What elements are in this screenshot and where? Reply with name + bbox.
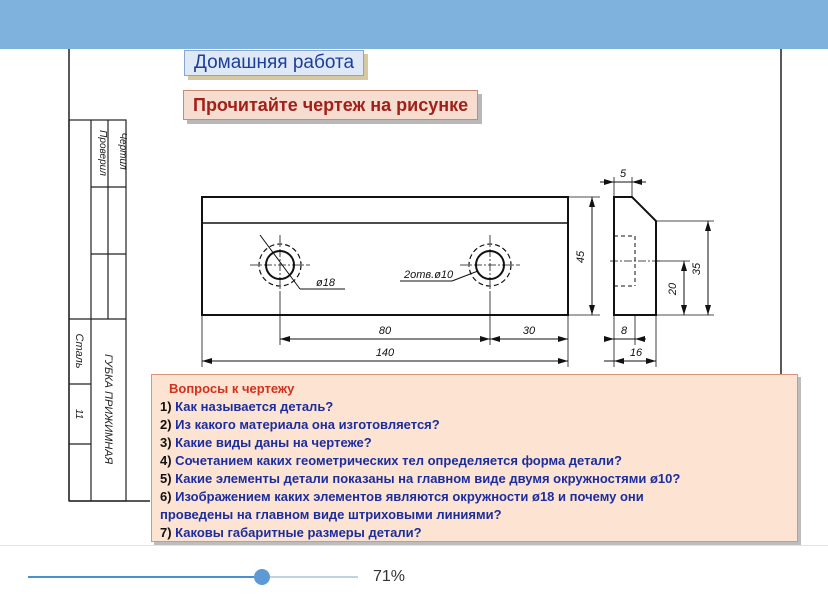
question-item: 5) Какие элементы детали показаны на главном виде двумя окружностями ø10? bbox=[160, 471, 681, 486]
zoom-value: 71% bbox=[373, 568, 406, 585]
front-view bbox=[202, 197, 600, 367]
zoom-slider-track[interactable] bbox=[28, 576, 358, 578]
slide-canvas bbox=[0, 49, 828, 545]
zoom-bar bbox=[0, 545, 828, 600]
question-item: 1) Как называется деталь? bbox=[160, 399, 334, 414]
title-chertil: Чертил bbox=[117, 132, 128, 170]
questions-title: Вопросы к чертежу bbox=[169, 381, 295, 396]
title-material: Сталь bbox=[73, 333, 85, 369]
dim-16: 16 bbox=[629, 347, 643, 359]
dim-35: 35 bbox=[691, 262, 703, 276]
questions-box bbox=[151, 374, 798, 542]
home-work-label: Домашняя работа bbox=[184, 50, 364, 76]
title-sheet: 11 bbox=[73, 408, 84, 420]
dim-30: 30 bbox=[522, 325, 536, 337]
dim-20: 20 bbox=[667, 282, 679, 296]
zoom-slider-fill bbox=[28, 576, 262, 578]
task-label: Прочитайте чертеж на рисунке bbox=[183, 90, 478, 120]
question-item: 7) Каковы габаритные размеры детали? bbox=[160, 525, 422, 540]
question-item: проведены на главном виде штриховыми линиями? bbox=[160, 507, 502, 522]
dim-45: 45 bbox=[575, 250, 587, 264]
zoom-slider-thumb[interactable] bbox=[254, 569, 270, 585]
dim-hole-diameter: ø18 bbox=[316, 277, 335, 289]
dim-holes-note: 2отв.ø10 bbox=[404, 269, 454, 281]
question-item: 3) Какие виды даны на чертеже? bbox=[160, 435, 372, 450]
top-bar bbox=[0, 0, 828, 49]
question-item: 4) Сочетанием каких геометрических тел определяется форма детали? bbox=[160, 453, 622, 468]
question-item: 2) Из какого материала она изготовляется? bbox=[160, 417, 440, 432]
dim-5: 5 bbox=[619, 168, 627, 180]
dim-8: 8 bbox=[620, 325, 628, 337]
dim-140: 140 bbox=[375, 347, 395, 359]
dim-80: 80 bbox=[378, 325, 392, 337]
title-proveril: Проверил bbox=[97, 130, 108, 176]
question-item: 6) Изображением каких элементов являются окружности ø18 и почему они bbox=[160, 489, 644, 504]
title-part-name: ГУБКА ПРИЖИМНАЯ bbox=[102, 353, 114, 465]
title-block bbox=[69, 120, 126, 501]
